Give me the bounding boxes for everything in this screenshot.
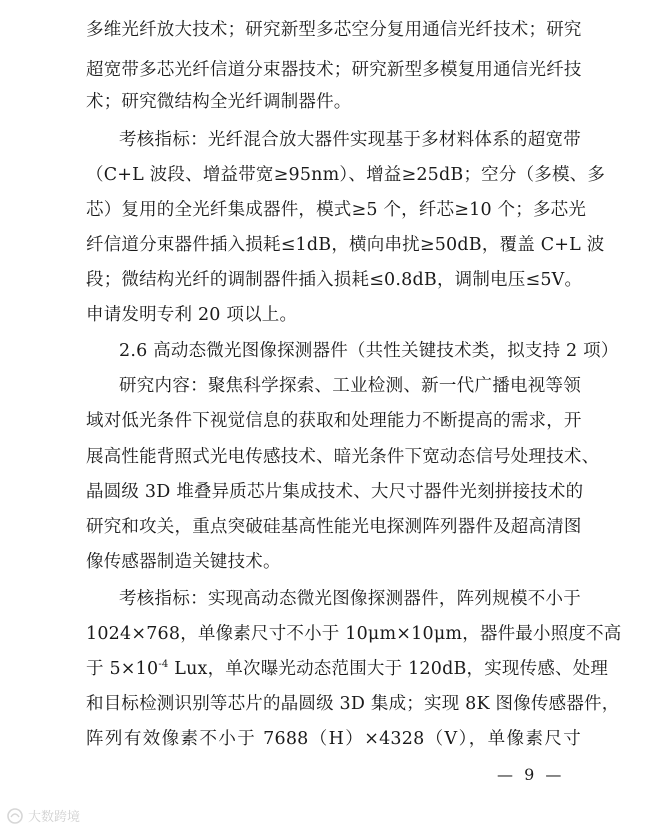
body-text-line: 研究内容：聚焦科学探索、工业检测、新一代广播电视等领 (119, 376, 581, 396)
text-run: Lux，单次曝光动态范围大于 120dB，实现传感、处理 (168, 659, 609, 679)
body-text-line: 段；微结构光纤的调制器件插入损耗≤0.8dB，调制电压≤5V。 (86, 270, 583, 290)
body-text-line: 阵列有效像素不小于 7688（H）×4328（V），单像素尺寸 (86, 729, 581, 749)
body-text-line: 像传感器制造关键技术。 (86, 552, 281, 572)
watermark-logo-icon (6, 807, 24, 825)
body-text-line: 考核指标：实现高动态微光图像探测器件，阵列规模不小于 (119, 589, 581, 609)
body-text-line: （C+L 波段、增益带宽≥95nm）、增益≥25dB；空分（多模、多 (86, 165, 606, 185)
body-text-line: 考核指标：光纤混合放大器件实现基于多材料体系的超宽带 (119, 130, 581, 150)
body-text-line: 申请发明专利 20 项以上。 (86, 305, 298, 325)
body-text-line: 晶圆级 3D 堆叠异质芯片集成技术、大尺寸器件光刻拼接技术的 (86, 482, 584, 502)
body-text-line: 纤信道分束器件插入损耗≤1dB，横向串扰≥50dB，覆盖 C+L 波 (86, 235, 605, 255)
text-run: 于 5×10 (86, 659, 159, 679)
body-text-line: 展高性能背照式光电传感技术、暗光条件下宽动态信号处理技术、 (86, 447, 600, 467)
watermark (6, 806, 80, 825)
body-text-line: 术；研究微结构全光纤调制器件。 (86, 92, 352, 112)
body-text-line: 域对低光条件下视觉信息的获取和处理能力不断提高的需求，开 (86, 411, 582, 431)
body-text-line: 多维光纤放大技术；研究新型多芯空分复用通信光纤技术；研究 (86, 20, 582, 40)
body-text-line: 1024×768，单像素尺寸不小于 10μm×10μm，器件最小照度不高 (86, 624, 622, 644)
body-text-line: 超宽带多芯光纤信道分束器技术；研究新型多模复用通信光纤技 (86, 60, 582, 80)
section-heading: 2.6 高动态微光图像探测器件（共性关键技术类，拟支持 2 项） (119, 341, 619, 361)
watermark-text: 大数跨境 (28, 810, 81, 825)
superscript-exponent: -4 (158, 659, 169, 670)
body-text-line: 研究和攻关，重点突破硅基高性能光电探测阵列器件及超高清图 (86, 517, 582, 537)
body-text-line: 芯）复用的全光纤集成器件，模式≥5 个，纤芯≥10 个；多芯光 (86, 200, 587, 220)
body-text-line: 和目标检测识别等芯片的晶圆级 3D 集成；实现 8K 图像传感器件， (86, 694, 620, 714)
body-text-line (86, 657, 609, 681)
page-number: — 9 — (497, 765, 565, 784)
